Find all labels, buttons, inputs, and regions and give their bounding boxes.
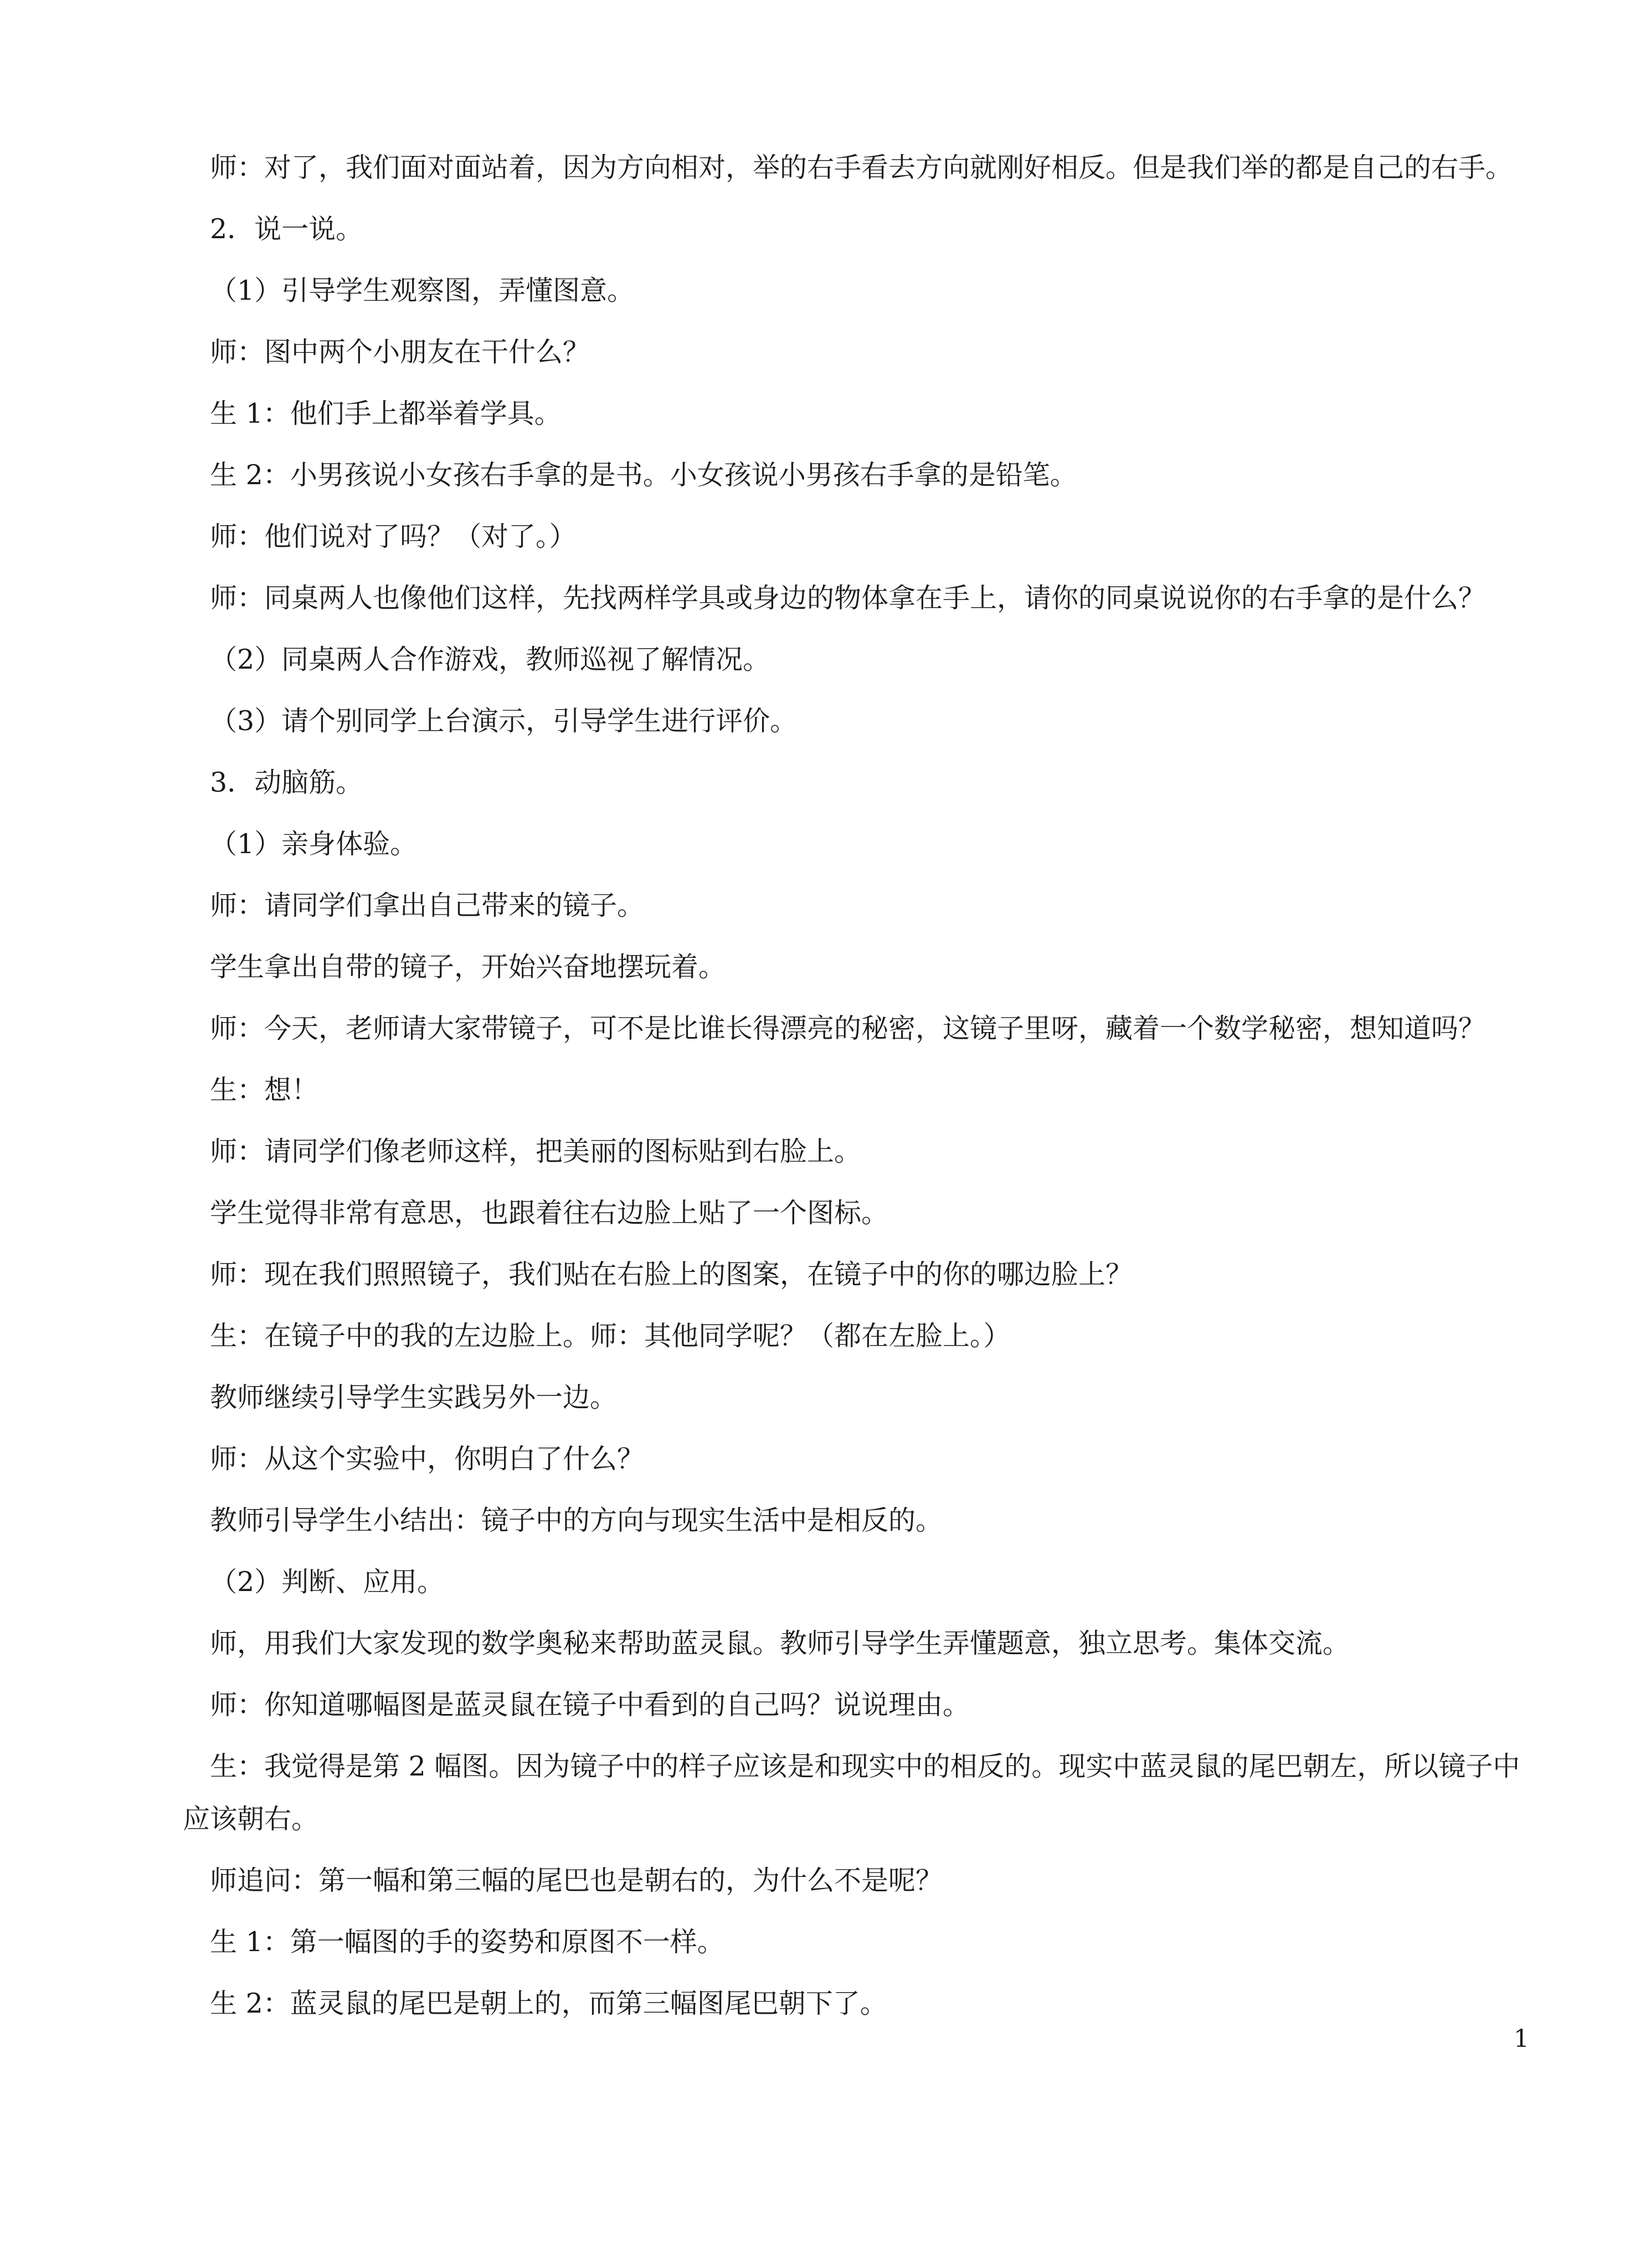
- paragraph: （3）请个别同学上台演示，引导学生进行评价。: [210, 705, 798, 737]
- paragraph: 师：他们说对了吗？（对了。）: [210, 521, 577, 552]
- paragraph: （2）判断、应用。: [210, 1566, 445, 1598]
- page-number: 1: [1514, 2025, 1529, 2053]
- paragraph: 生：在镜子中的我的左边脸上。师：其他同学呢？（都在左脸上。）: [210, 1320, 1011, 1352]
- paragraph: 生 1：第一幅图的手的姿势和原图不一样。: [210, 1926, 724, 1958]
- paragraph: 师：今天，老师请大家带镜子，可不是比谁长得漂亮的秘密，这镜子里呀，藏着一个数学秘密，想知道吗？: [210, 1013, 1486, 1044]
- paragraph: 生 2：蓝灵鼠的尾巴是朝上的，而第三幅图尾巴朝下了。: [210, 1988, 887, 2019]
- paragraph: （2）同桌两人合作游戏，教师巡视了解情况。: [210, 644, 770, 675]
- paragraph: 师：请同学们拿出自己带来的镜子。: [210, 890, 645, 921]
- paragraph: （1）亲身体验。: [210, 828, 418, 860]
- paragraph: 生 2：小男孩说小女孩右手拿的是书。小女孩说小男孩右手拿的是铅笔。: [210, 459, 1077, 491]
- paragraph: 师：从这个实验中，你明白了什么？: [210, 1443, 645, 1475]
- paragraph: 2．说一说。: [210, 213, 363, 245]
- paragraph: 师：你知道哪幅图是蓝灵鼠在镜子中看到的自己吗？说说理由。: [210, 1689, 970, 1721]
- paragraph: 生：想！: [210, 1074, 319, 1106]
- paragraph: （1）引导学生观察图，弄懂图意。: [210, 275, 635, 306]
- paragraph: 学生觉得非常有意思，也跟着往右边脸上贴了一个图标。: [210, 1197, 889, 1229]
- paragraph: 教师引导学生小结出：镜子中的方向与现实生活中是相反的。: [210, 1505, 943, 1536]
- paragraph: 师：图中两个小朋友在干什么？: [210, 336, 590, 368]
- paragraph: 3．动脑筋。: [210, 767, 363, 798]
- document-body: [183, 141, 1529, 2039]
- paragraph: 师：现在我们照照镜子，我们贴在右脸上的图案，在镜子中的你的哪边脸上？: [210, 1259, 1133, 1290]
- paragraph: 师：请同学们像老师这样，把美丽的图标贴到右脸上。: [210, 1136, 862, 1167]
- paragraph: 学生拿出自带的镜子，开始兴奋地摆玩着。: [210, 951, 726, 983]
- paragraph: 师：同桌两人也像他们这样，先找两样学具或身边的物体拿在手上，请你的同桌说说你的右手拿的是什么？: [210, 582, 1486, 614]
- paragraph: 生：我觉得是第 2 幅图。因为镜子中的样子应该是和现实中的相反的。现实中蓝灵鼠的尾巴朝左，所以镜子中应该朝右。: [183, 1751, 1520, 1835]
- paragraph: 师：对了，我们面对面站着，因为方向相对，举的右手看去方向就刚好相反。但是我们举的都是自己的右手。: [210, 152, 1513, 183]
- paragraph: 师追问：第一幅和第三幅的尾巴也是朝右的，为什么不是呢？: [210, 1865, 943, 1896]
- paragraph: 师，用我们大家发现的数学奥秘来帮助蓝灵鼠。教师引导学生弄懂题意，独立思考。集体交流。: [210, 1628, 1350, 1659]
- paragraph: 教师继续引导学生实践另外一边。: [210, 1382, 618, 1413]
- paragraph: 生 1：他们手上都举着学具。: [210, 398, 562, 429]
